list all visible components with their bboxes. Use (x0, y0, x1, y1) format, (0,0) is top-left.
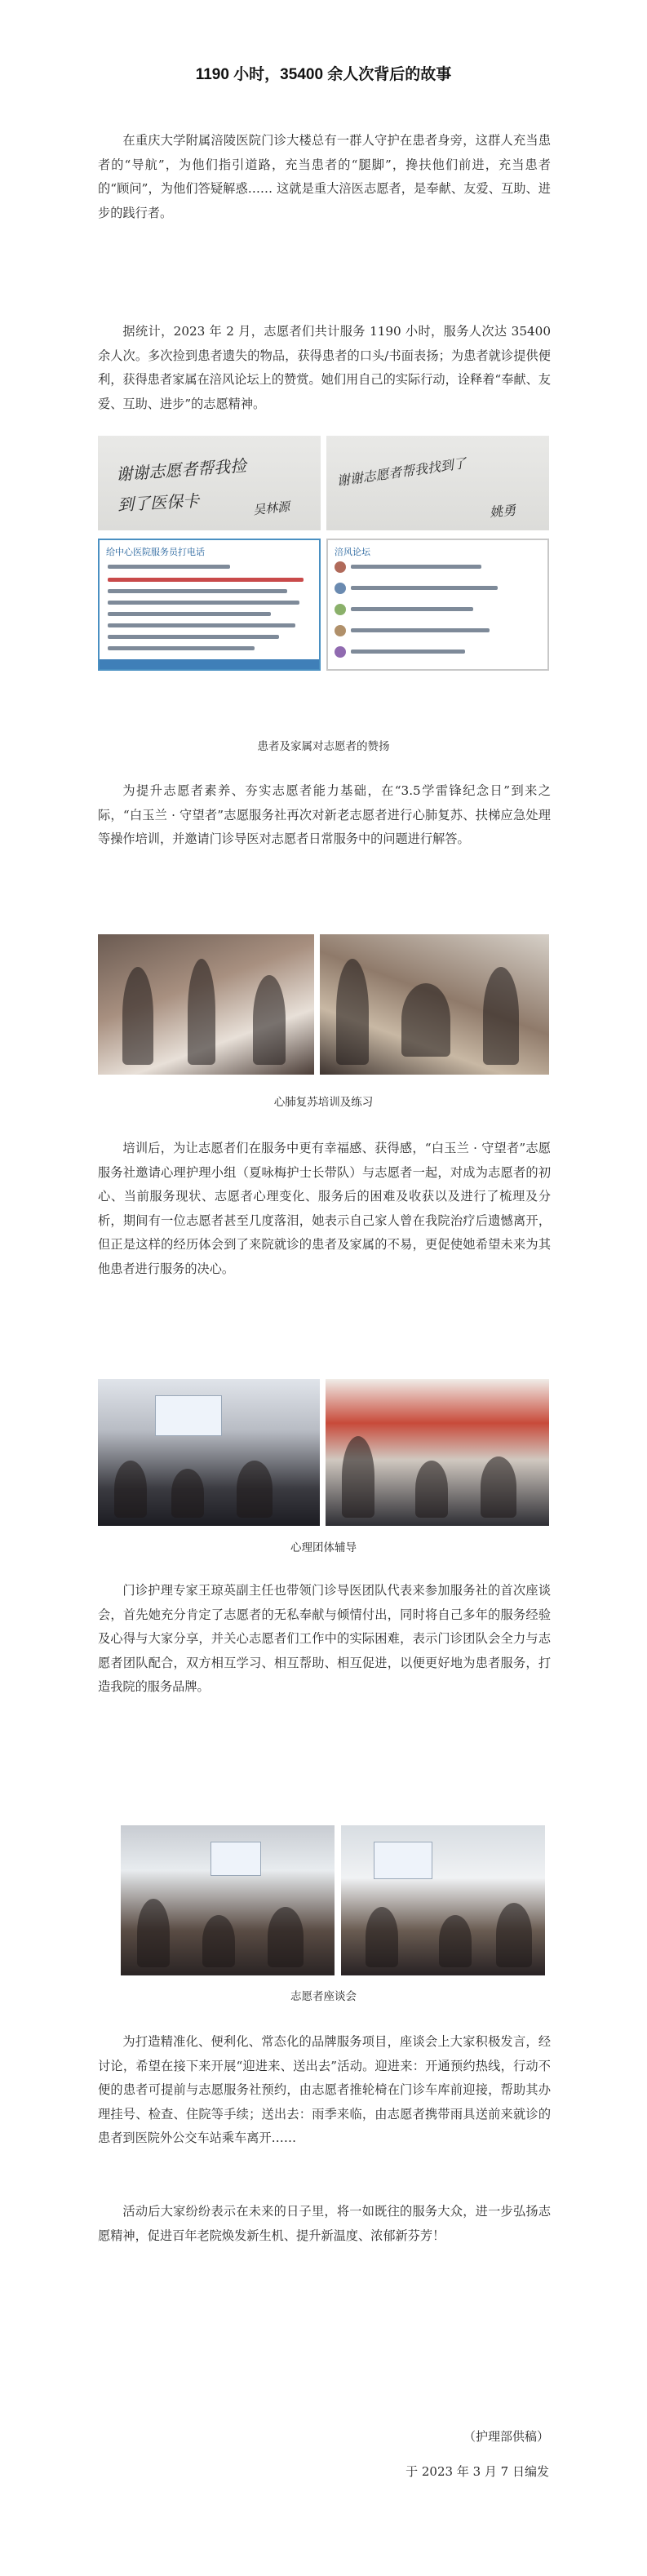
figure-meeting (121, 1825, 545, 1977)
figure-group (98, 1379, 549, 1527)
handwriting-line: 谢谢志愿者帮我找到了 (335, 454, 468, 490)
article-title: 1190 小时，35400 余人次背后的故事 (195, 66, 452, 83)
handwriting-line: 谢谢志愿者帮我捡 (115, 455, 247, 485)
handwritten-note-left (98, 436, 321, 530)
caption-praise: 患者及家属对志愿者的赞扬 (257, 740, 390, 752)
photo-cpr-practice (320, 934, 549, 1075)
paragraph-conclusion: 活动后大家纷纷表示在未来的日子里，将一如既往的服务大众，进一步弘扬志愿精神，促进百年老院焕发新生机、提升新温度、浓郁新芬芳！ (98, 2204, 551, 2243)
photo-group-counseling-right (326, 1379, 549, 1526)
figure-praise (98, 436, 549, 778)
screenshot-header: 给中心医院服务员打电话 (106, 548, 205, 557)
source-note: （护理部供稿） (463, 2429, 549, 2444)
caption-meeting: 志愿者座谈会 (290, 1990, 357, 2002)
publish-date: 于 2023 年 3 月 7 日编发 (405, 2464, 549, 2479)
paragraph-statistics: 据统计，2023 年 2 月，志愿者们共计服务 1190 小时，服务人次达 35400 余人次。多次捡到患者遗失的物品，获得患者的口头/书面表扬；为患者就诊提供便利，获得患者家属在涪风论坛上的赞赏。她们用自己的实际行动，诠释着“奉献、友爱、互助、进步”的志愿精神。 (98, 324, 551, 411)
paragraph-activity: 为打造精准化、便利化、常态化的品牌服务项目，座谈会上大家积极发言，经讨论，希望在接下来开展“迎进来、送出去”活动。迎进来：开通预约热线，行动不便的患者可提前与志愿服务社预约，由志愿者推轮椅在门诊车库前迎接，帮助其办理挂号、检查、住院等手续；送出去：雨季来临，由志愿者携带雨具送前来就诊的患者到医院外公交车站乘车离开…… (98, 2034, 551, 2145)
handwriting-signature: 姚勇 (489, 502, 516, 521)
handwritten-note-right (326, 436, 549, 530)
photo-group-counseling-left (98, 1379, 320, 1526)
screenshot-header: 涪风论坛 (335, 548, 370, 557)
screenshot-forum-right (326, 539, 549, 671)
paragraph-training: 为提升志愿者素养、夯实志愿者能力基础，在“3.5学雷锋纪念日”到来之际，“白玉兰 · 守望者”志愿服务社再次对新老志愿者进行心肺复苏、扶梯应急处理等操作培训，并邀请门诊导医对志愿者日常服务中的问题进行解答。 (98, 783, 551, 846)
paragraph-intro: 在重庆大学附属涪陵医院门诊大楼总有一群人守护在患者身旁，这群人充当患者的“导航”，为他们指引道路，充当患者的“腿脚”，搀扶他们前进，充当患者的“顾问”，为他们答疑解惑…… 这就是重大涪医志愿者，是奉献、友爱、互助、进步的践行者。 (98, 133, 551, 220)
photo-meeting-left (121, 1825, 335, 1975)
photo-cpr-training (98, 934, 314, 1075)
photo-meeting-right (341, 1825, 545, 1975)
caption-group: 心理团体辅导 (290, 1541, 357, 1554)
caption-cpr: 心肺复苏培训及练习 (273, 1096, 374, 1108)
screenshot-message-left (98, 539, 321, 671)
handwriting-signature: 吴林源 (252, 499, 290, 518)
handwriting-line: 到了医保卡 (117, 490, 200, 515)
paragraph-psychology: 培训后，为让志愿者们在服务中更有幸福感、获得感，“白玉兰 · 守望者”志愿服务社邀请心理护理小组（夏咏梅护士长带队）与志愿者一起，对成为志愿者的初心、当前服务现状、志愿者心理变化、服务后的困难及收获以及进行了梳理及分析，期间有一位志愿者甚至几度落泪，她表示自己家人曾在我院治疗后遗憾离开，但正是这样的经历体会到了来院就诊的患者及家属的不易，更促使她希望未来为其他患者进行服务的决心。 (98, 1141, 551, 1276)
paragraph-meeting: 门诊护理专家王琼英副主任也带领门诊导医团队代表来参加服务社的首次座谈会，首先她充分肯定了志愿者的无私奉献与倾情付出，同时将自己多年的服务经验及心得与大家分享，并关心志愿者们工作中的实际困难，表示门诊团队会全力与志愿者团队配合，双方相互学习、相互帮助、相互促进，以便更好地为患者服务，打造我院的服务品牌。 (98, 1583, 551, 1694)
figure-cpr (98, 934, 549, 1077)
